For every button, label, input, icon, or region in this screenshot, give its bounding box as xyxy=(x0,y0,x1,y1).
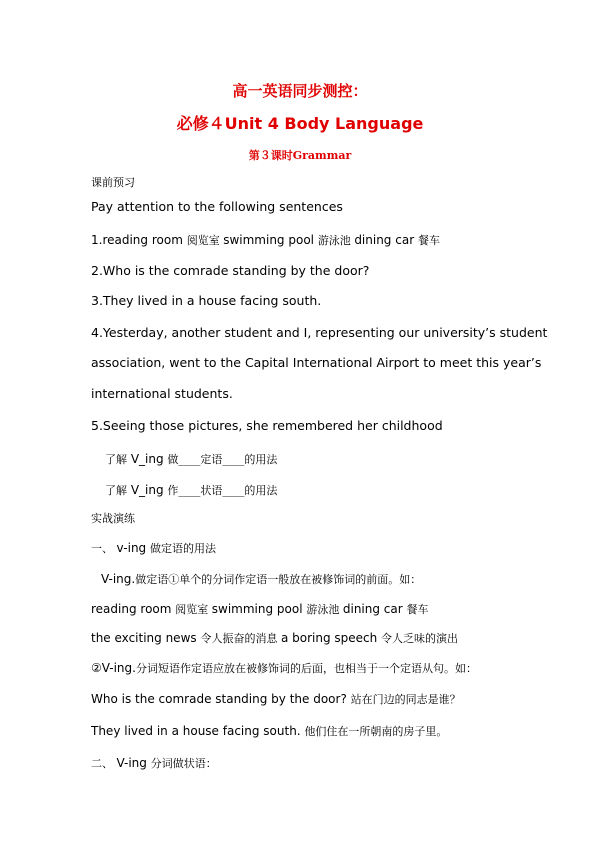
ex3-en: Who is the comrade standing by the door? xyxy=(91,692,351,706)
p1-b: 做定语①单个的分词作定语一般放在被修饰词的前面。如： xyxy=(135,573,422,586)
ex3-cn: 站在门边的同志是谁？ xyxy=(350,693,461,706)
ex1-cn-b: 游泳池 xyxy=(306,603,343,616)
learn-objective-2 xyxy=(105,482,277,498)
s1-en-a: 1.reading room xyxy=(91,233,187,247)
sentence-4-line-3: international students. xyxy=(91,386,233,401)
s1-en-b: swimming pool xyxy=(223,233,318,247)
ex1-cn-a: 阅览室 xyxy=(175,603,212,616)
sec2-b: V-ing xyxy=(116,756,151,770)
example-1 xyxy=(91,601,429,617)
paragraph-1 xyxy=(101,571,421,587)
ex4-en: They lived in a house facing south. xyxy=(91,724,305,738)
sentence-3: 3.They lived in a house facing south. xyxy=(91,293,322,308)
s1-en-c: dining car xyxy=(354,233,418,247)
example-2 xyxy=(91,630,458,646)
sentence-4-line-2: association, went to the Capital International Airport to meet this year’s xyxy=(91,355,542,370)
ex1-en-b: swimming pool xyxy=(211,602,307,616)
s1-cn-c: 餐车 xyxy=(417,234,440,247)
ex2-cn-a: 令人振奋的消息 xyxy=(200,632,281,645)
learn-objective-1 xyxy=(105,451,277,467)
sentence-4-line-1: 4.Yesterday, another student and I, representing our university’s student xyxy=(91,325,548,340)
sec2-c: 分词做状语： xyxy=(150,757,217,770)
paragraph-2 xyxy=(91,660,477,676)
ex1-cn-c: 餐车 xyxy=(406,603,429,616)
section-2-heading xyxy=(91,755,217,771)
unit-title: 必修４Unit 4 Body Language xyxy=(176,114,424,133)
example-4 xyxy=(91,723,447,739)
instruction-text: Pay attention to the following sentences xyxy=(91,199,343,214)
practice-label: 实战演练 xyxy=(91,512,135,525)
p1-a: V-ing. xyxy=(101,572,136,586)
ex1-en-a: reading room xyxy=(91,602,176,616)
page-title: 高一英语同步测控： xyxy=(232,82,368,100)
learn1-b: V_ing xyxy=(127,452,168,466)
example-3 xyxy=(91,691,461,707)
learn2-a: 了解 xyxy=(105,484,127,497)
ex2-en-a: the exciting news xyxy=(91,631,201,645)
p2-a: ②V-ing. xyxy=(91,661,136,675)
sec1-num: 一、 xyxy=(91,542,117,555)
learn1-c: 做____定语____的用法 xyxy=(167,453,278,466)
sentence-2: 2.Who is the comrade standing by the door? xyxy=(91,263,370,278)
ex2-cn-b: 令人乏味的演出 xyxy=(381,632,459,645)
ex2-en-b: a boring speech xyxy=(280,631,382,645)
section-1-heading xyxy=(91,540,216,556)
sentence-5: 5.Seeing those pictures, she remembered her childhood xyxy=(91,418,443,433)
ex1-en-c: dining car xyxy=(342,602,407,616)
lesson-title: 第３课时Grammar xyxy=(248,149,352,162)
p2-b: 分词短语作定语应放在被修饰词的后面，也相当于一个定语从句。如： xyxy=(135,662,477,675)
preview-label: 课前预习 xyxy=(91,176,135,189)
sec2-num: 二、 xyxy=(91,757,117,770)
sec1-c: 做定语的用法 xyxy=(149,542,216,555)
learn2-b: V_ing xyxy=(127,483,168,497)
sentence-1 xyxy=(91,232,440,248)
ex4-cn: 他们住在一所朝南的房子里。 xyxy=(304,725,448,738)
learn2-c: 作____状语____的用法 xyxy=(167,484,278,497)
sec1-b: v-ing xyxy=(116,541,150,555)
learn1-a: 了解 xyxy=(105,453,127,466)
s1-cn-b: 游泳池 xyxy=(317,234,355,247)
s1-cn-a: 阅览室 xyxy=(186,234,224,247)
